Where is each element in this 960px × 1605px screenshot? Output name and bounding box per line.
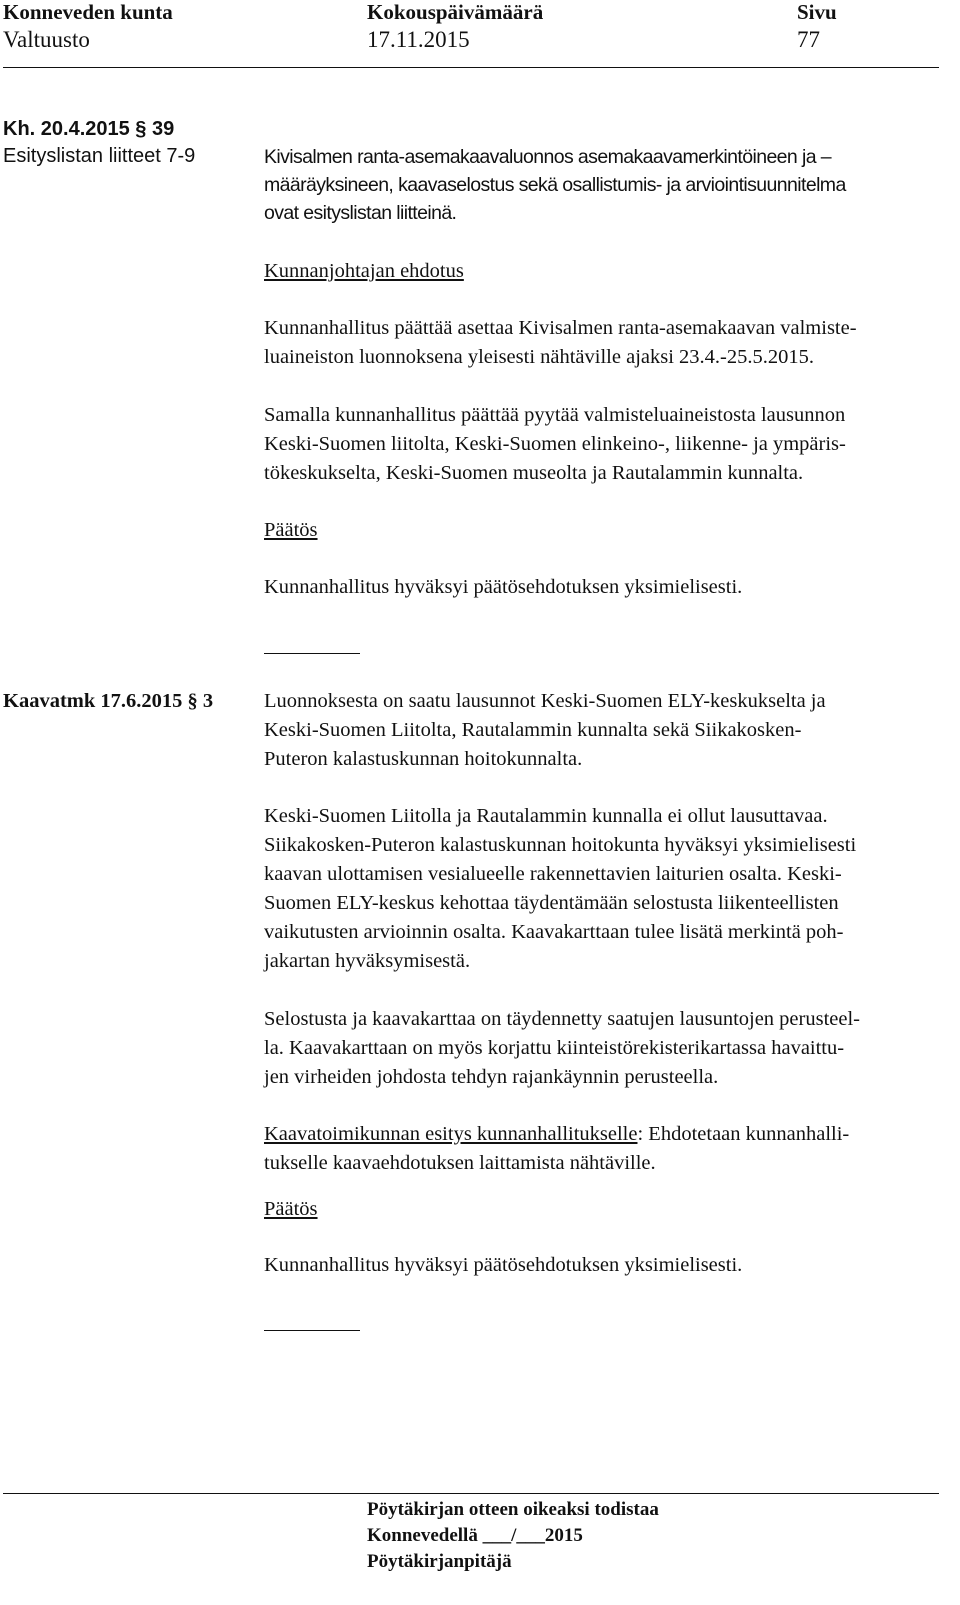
proposal2-line: tökeskukselta, Keski-Suomen museolta ja Rautalammin kunnalta. bbox=[264, 462, 804, 484]
decision-heading: Päätös bbox=[264, 519, 318, 541]
statement-line: Keski-Suomen Liitolta, Rautalammin kunnalta sekä Siikakosken- bbox=[264, 719, 802, 741]
comments-line: Keski-Suomen Liitolla ja Rautalammin kunnalla ei ollut lausuttavaa. bbox=[264, 805, 828, 827]
certification-signer: Pöytäkirjanpitäjä bbox=[367, 1551, 512, 1572]
date-label: Kokouspäivämäärä bbox=[367, 0, 544, 24]
page-number: 77 bbox=[797, 27, 820, 52]
proposal-paragraph bbox=[264, 314, 857, 372]
revision-line: Selostusta ja kaavakarttaa on täydennetty saatujen lausuntojen perusteel- bbox=[264, 1008, 861, 1030]
statement-paragraph bbox=[264, 687, 826, 774]
proposal2-paragraph bbox=[264, 401, 846, 488]
meeting-date: 17.11.2015 bbox=[367, 27, 470, 52]
attachments-paragraph bbox=[264, 143, 846, 227]
section1-side-label: Esityslistan liitteet 7-9 bbox=[3, 145, 196, 167]
revision-line: jen virheiden johdosta tehdyn rajankäynnin perusteella. bbox=[264, 1066, 719, 1088]
statement-line: Luonnoksesta on saatu lausunnot Keski-Suomen ELY-keskukselta ja bbox=[264, 690, 826, 712]
comments-line: Suomen ELY-keskus kehottaa täydentämään selostusta liikenteellisten bbox=[264, 892, 839, 914]
attachments-line: ovat esityslistan liitteinä. bbox=[264, 202, 457, 224]
org-body: Valtuusto bbox=[3, 27, 90, 52]
comments-line: kaavan ulottamisen vesialueelle rakennettavien laiturien osalta. Keski- bbox=[264, 863, 842, 885]
board-proposal-paragraph bbox=[264, 1120, 849, 1178]
revision-paragraph bbox=[264, 1005, 860, 1092]
revision-line: la. Kaavakarttaan on myös korjattu kiinteistörekisterikartassa havaittu- bbox=[264, 1037, 845, 1059]
decision-text: Kunnanhallitus hyväksyi päätösehdotuksen yksimielisesti. bbox=[264, 1254, 743, 1276]
board-proposal-line bbox=[264, 1120, 849, 1149]
board-proposal-label: Kaavatoimikunnan esitys kunnanhallitukselle bbox=[264, 1123, 638, 1145]
decision-heading: Päätös bbox=[264, 1198, 318, 1220]
footer-rule bbox=[3, 1493, 939, 1494]
section-separator bbox=[264, 1330, 360, 1331]
org-name: Konneveden kunta bbox=[3, 0, 173, 24]
proposal-heading: Kunnanjohtajan ehdotus bbox=[264, 260, 464, 282]
proposal2-line: Samalla kunnanhallitus päättää pyytää valmisteluaineistosta lausunnon bbox=[264, 404, 846, 426]
comments-paragraph bbox=[264, 802, 856, 976]
proposal-line: Kunnanhallitus päättää asettaa Kivisalmen ranta-asemakaavan valmiste- bbox=[264, 317, 857, 339]
attachments-line: määräyksineen, kaavaselostus sekä osallistumis- ja arviointisuunnitelma bbox=[264, 174, 846, 196]
attachments-line: Kivisalmen ranta-asemakaavaluonnos asemakaavamerkintöineen ja – bbox=[264, 146, 832, 168]
section1-ref: Kh. 20.4.2015 § 39 bbox=[3, 118, 175, 140]
page-label: Sivu bbox=[797, 0, 837, 24]
statement-line: Puteron kalastuskunnan hoitokunnalta. bbox=[264, 748, 583, 770]
certification-title: Pöytäkirjan otteen oikeaksi todistaa bbox=[367, 1499, 659, 1520]
board-proposal-line: tukselle kaavaehdotuksen laittamista nähtäville. bbox=[264, 1152, 656, 1174]
proposal-line: luaineiston luonnoksena yleisesti nähtäville ajaksi 23.4.-25.5.2015. bbox=[264, 346, 814, 368]
section-separator bbox=[264, 653, 360, 654]
comments-line: vaikutusten arvioinnin osalta. Kaavakarttaan tulee lisätä merkintä poh- bbox=[264, 921, 844, 943]
comments-line: Siikakosken-Puteron kalastuskunnan hoitokunta hyväksyi yksimielisesti bbox=[264, 834, 857, 856]
decision-text: Kunnanhallitus hyväksyi päätösehdotuksen yksimielisesti. bbox=[264, 576, 743, 598]
certification-place-date: Konnevedellä ___/___2015 bbox=[367, 1525, 583, 1546]
certification-block bbox=[367, 1497, 659, 1575]
section2-ref: Kaavatmk 17.6.2015 § 3 bbox=[3, 690, 214, 712]
proposal2-line: Keski-Suomen liitolta, Keski-Suomen elinkeino-, liikenne- ja ympäris- bbox=[264, 433, 846, 455]
header-rule bbox=[3, 67, 939, 68]
board-proposal-text: : Ehdotetaan kunnanhalli- bbox=[637, 1123, 850, 1145]
comments-line: jakartan hyväksymisestä. bbox=[264, 950, 471, 972]
